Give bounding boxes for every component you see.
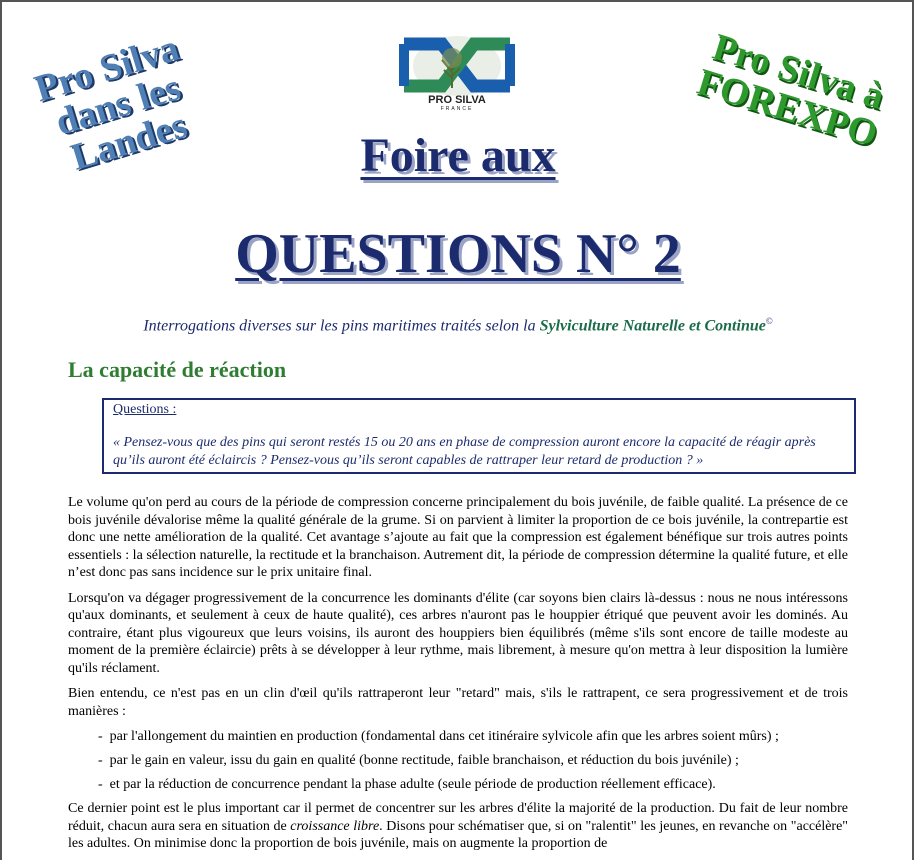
paragraph-4-emphasis: croissance libre bbox=[290, 818, 380, 834]
paragraph-2: Lorsqu'on va dégager progressivement de la concurrence les dominants d'élite (car soyons bien clairs là-dessus : nous ne nous intéressons qu'aux dominants, et seulement à ceux de haute qualité), ces arbres n'auront pas le houppier étriqué que peuvent avoir les dominés. Au contraire, étant plus vigoureux que leurs voisins, ils auront des houppiers bien équilibrés (même s'ils sont encore de taille modeste au moment de la première éclaircie) prêts à se développer à leur rythme, mais librement, à mesure qu'on mettra à leur disposition la lumière qu'ils réclament. bbox=[68, 590, 848, 676]
methods-list bbox=[68, 728, 848, 793]
paragraph-1: Le volume qu'on perd au cours de la période de compression concerne principalement du bois juvénile, de faible qualité. La présence de ce bois juvénile dévalorise même la qualité générale de la grume. Si on parvient à limiter la proportion de ce bois juvénile, la contrepartie est donc une nette amélioration de la qualité. Cet avantage s’ajoute au fait que la compression est également bénéfique sur trois autres points essentiels : la sélection naturelle, la rectitude et la branchaison. Autrement dit, la période de compression détermine la qualité future, et elle n’est donc pas sans incidence sur le prix unitaire final. bbox=[68, 495, 848, 580]
list-item bbox=[98, 728, 848, 745]
paragraph-4-start: Ce dernier point est le plus important car il permet de concentrer sur les arbres d'élite la majorité de la production. Du fait de leur nombre réduit, chacun aura sera en situation de bbox=[68, 801, 848, 834]
subtitle bbox=[0, 316, 916, 335]
list-item bbox=[98, 776, 848, 793]
wordart-right: Pro Silva à FOREXPO bbox=[692, 25, 890, 156]
questions-text: « Pensez-vous que des pins qui seront restés 15 ou 20 ans en phase de compression auront encore la capacité de réagir après qu’ils auront été éclaircis ? Pensez-vous qu’ils seront capables de rattraper leur retard de production ? » bbox=[113, 435, 816, 468]
wordart-left: Pro Silva dans les Landes bbox=[29, 26, 192, 179]
section-title: La capacité de réaction bbox=[68, 357, 287, 382]
logo-country: FRANCE bbox=[440, 106, 474, 112]
list-marker: - bbox=[98, 753, 103, 768]
list-item-text: et par la réduction de concurrence pendant la phase adulte (seule période de production réellement efficace). bbox=[109, 777, 716, 792]
list-marker: - bbox=[98, 729, 103, 744]
list-item-text: par le gain en valeur, issu du gain en qualité (bonne rectitude, faible branchaison, et réduction du bois juvénile) ; bbox=[109, 753, 739, 768]
title-line-1: Foire aux bbox=[360, 129, 556, 182]
questions-label: Questions : bbox=[113, 402, 177, 417]
questions-box bbox=[102, 398, 856, 474]
paragraph-4 bbox=[68, 800, 848, 853]
copyright-mark: © bbox=[765, 316, 773, 326]
subtitle-text: Interrogations diverses sur les pins maritimes traités selon la bbox=[143, 317, 536, 335]
list-item-text: par l'allongement du maintien en production (fondamental dans cet itinéraire sylvicole afin que les arbres soient mûrs) ; bbox=[109, 729, 779, 744]
logo-name: PRO SILVA bbox=[428, 94, 486, 106]
paragraph-4-end: . Disons pour schématiser que, si on "ralentit" les jeunes, en revanche on "accélère" les adultes. On minimise donc la proportion de bois juvénile, mais on augmente la proportion de bbox=[68, 818, 849, 851]
list-item bbox=[98, 752, 848, 769]
paragraph-3: Bien entendu, ce n'est pas en un clin d'œil qu'ils rattraperont leur "retard" mais, s'ils le rattrapent, ce sera progressivement et de trois manières : bbox=[68, 686, 848, 719]
title-line-2: QUESTIONS N° 2 bbox=[235, 223, 681, 285]
body-text bbox=[68, 494, 848, 861]
subtitle-emphasis: Sylviculture Naturelle et Continue bbox=[539, 317, 766, 335]
list-marker: - bbox=[98, 777, 103, 792]
